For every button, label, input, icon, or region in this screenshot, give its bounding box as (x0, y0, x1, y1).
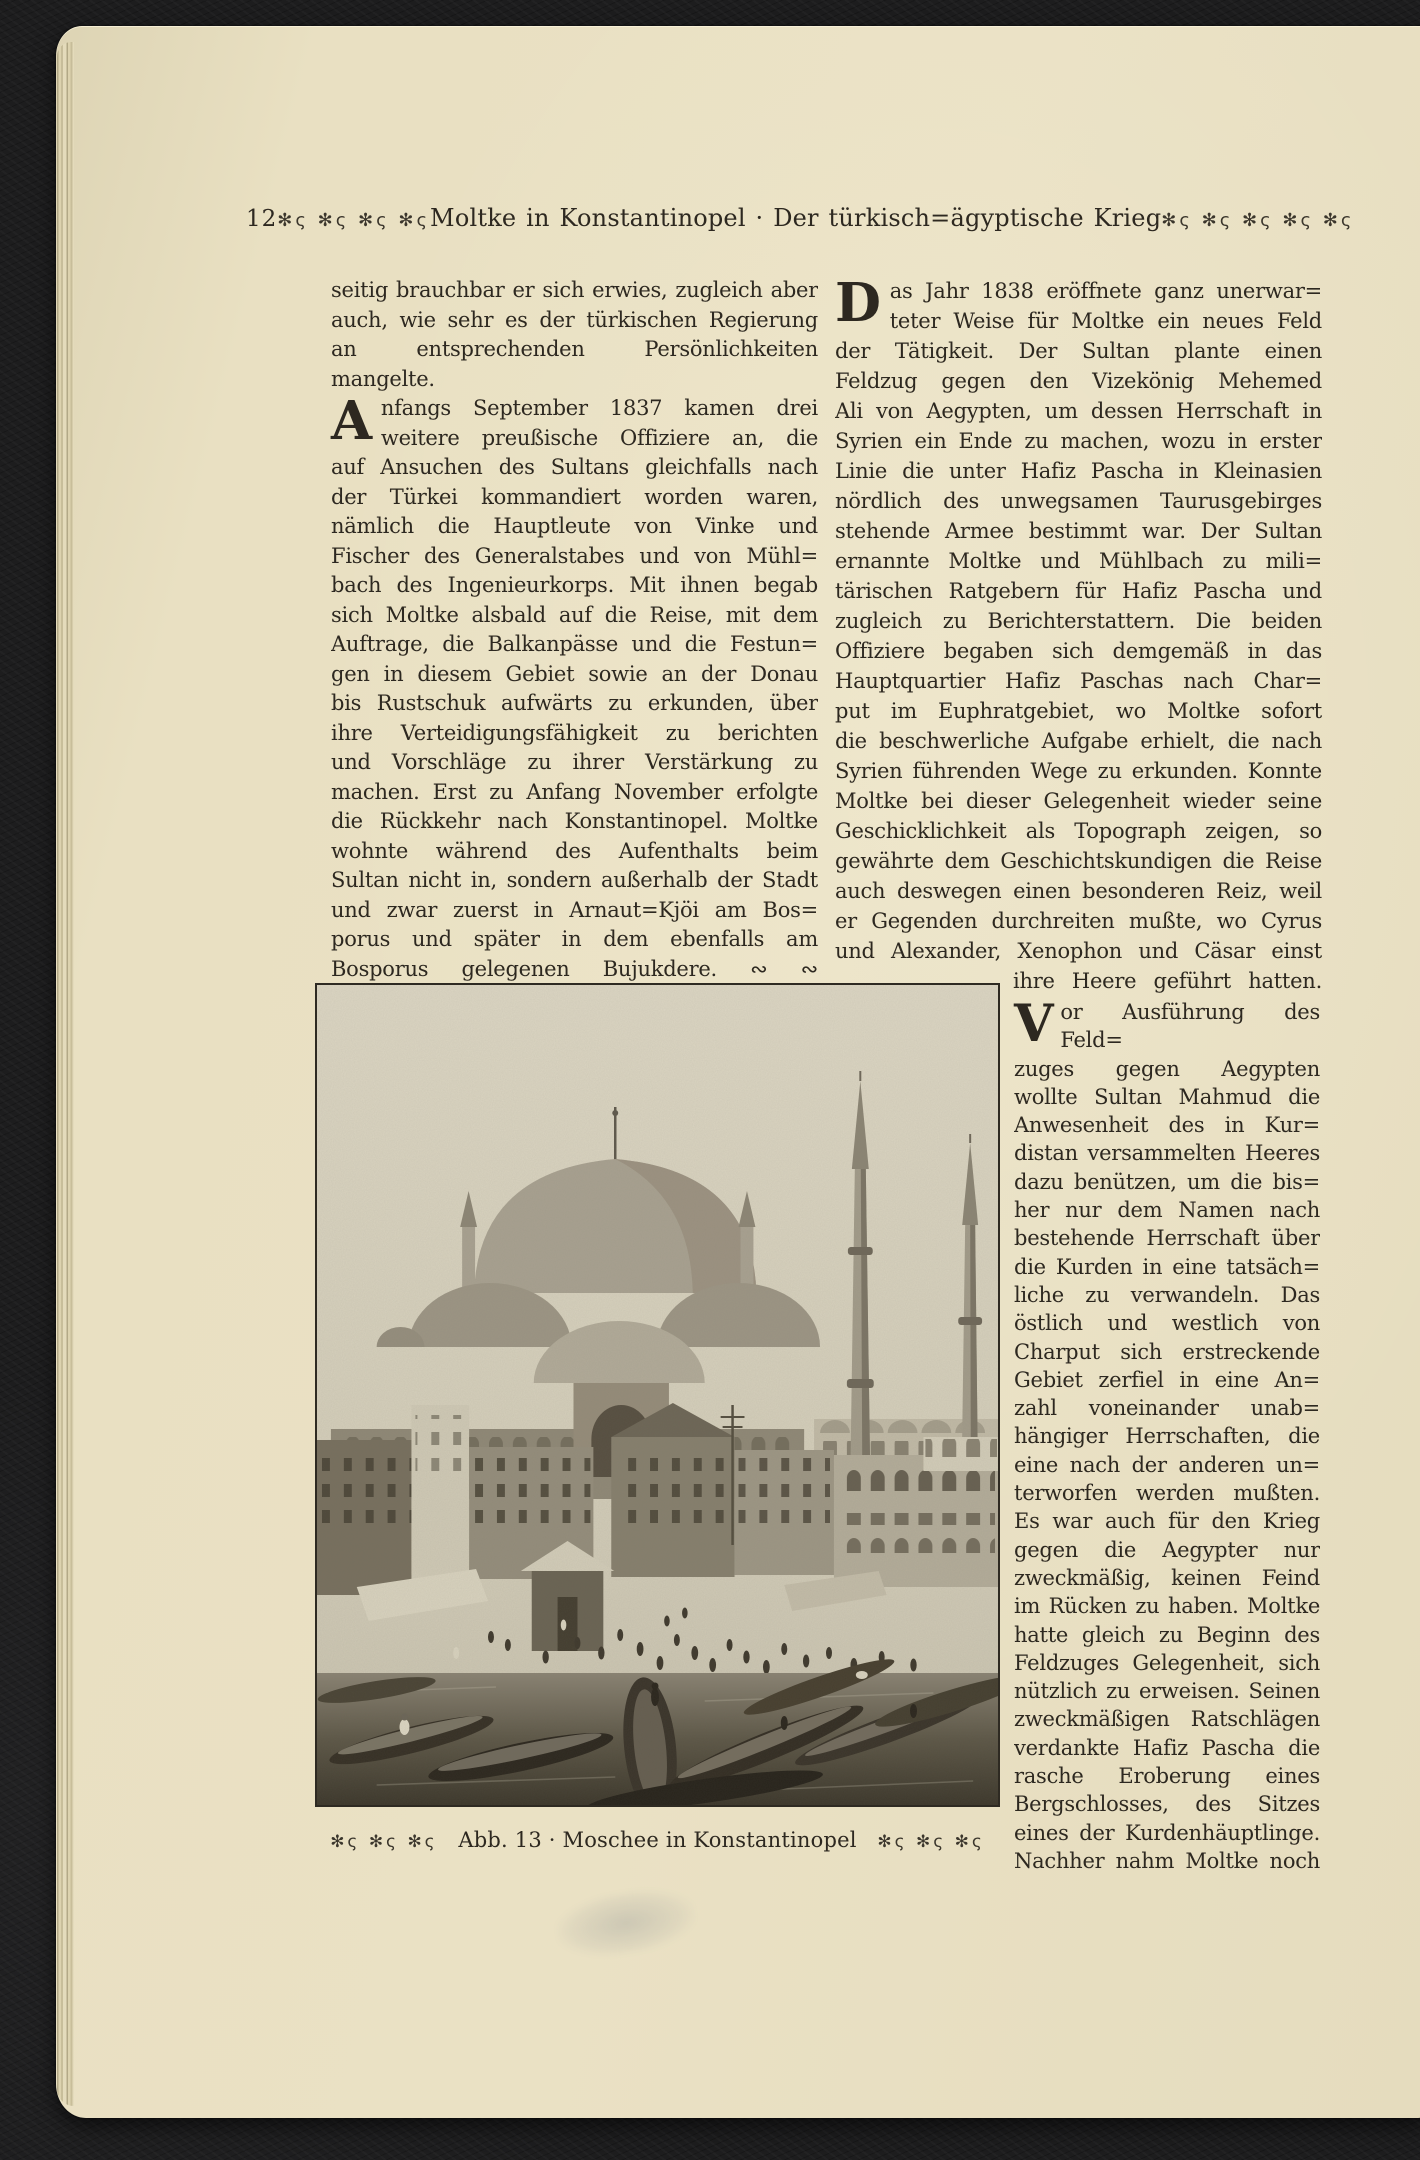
text-line: an entsprechenden Persönlichkeiten mangelte. (331, 337, 818, 391)
text-line: liche zu verwandeln. Das (1014, 1282, 1320, 1307)
text-line: gewährte dem Geschichtskundigen die Reise (835, 849, 1322, 873)
text-line: machen. Erst zu Anfang November erfolgte (331, 779, 818, 804)
text-line: bis Rustschuk aufwärts zu erkunden, über (331, 691, 818, 715)
text-line: tärischen Ratgebern für Hafiz Pascha und (835, 579, 1322, 603)
text-line: Anwesenheit des in Kur= (1014, 1113, 1320, 1138)
text-line: teter Weise für Moltke ein neues Feld (889, 309, 1322, 333)
header-ornament-right: ✻ς ✻ς ✻ς ✻ς ✻ς (1161, 210, 1355, 231)
text-line: ernannte Moltke und Mühlbach zu mili= (835, 549, 1322, 573)
text-line: Feldzug gegen den Vizekönig Mehemed (835, 369, 1322, 393)
text-line: und zwar zuerst in Arnaut=Kjöi am Bos= (331, 897, 818, 922)
text-line: zuges gegen Aegypten (1014, 1056, 1320, 1081)
text-line: der Tätigkeit. Der Sultan plante einen (835, 339, 1322, 363)
left-column (331, 276, 818, 984)
text-line: bach des Ingenieurkorps. Mit ihnen begab (331, 573, 818, 597)
text-line: auch deswegen einen besonderen Reiz, weil (835, 879, 1322, 903)
caption-ornament-left: ✻ς ✻ς ✻ς (330, 1832, 438, 1852)
text-line: auch, wie sehr es der türkischen Regierung (331, 307, 818, 332)
text-line: gen in diesem Gebiet sowie an der Donau (331, 661, 818, 686)
text-line: Gebiet zerfiel in eine An= (1014, 1367, 1320, 1392)
photo-grain (317, 985, 998, 1805)
right-narrow-column (1014, 994, 1320, 1875)
text-line: Syrien führenden Wege zu erkunden. Konnte (835, 759, 1322, 783)
text-line: Moltke bei dieser Gelegenheit wieder seine (835, 789, 1322, 813)
mosque-photo (317, 985, 998, 1805)
text-line: eine nach der anderen un= (1014, 1452, 1320, 1477)
text-line: Syrien ein Ende zu machen, wozu in erster (835, 429, 1322, 453)
text-line: und Alexander, Xenophon und Cäsar einst (835, 939, 1322, 963)
running-header (246, 204, 1354, 238)
pencil-smudge (552, 1881, 700, 1964)
paragraph-anfangs (331, 390, 818, 984)
text-line: nördlich des unwegsamen Taurusgebirges (835, 489, 1322, 513)
text-line: Bergschlosses, des Sitzes (1014, 1792, 1320, 1817)
text-line: Sultan nicht in, sondern außerhalb der Stadt (331, 868, 818, 892)
dropcap-v: V (1014, 994, 1054, 1054)
text-line: nfangs September 1837 kamen drei (380, 396, 818, 420)
figure-caption (315, 1828, 1000, 1852)
text-line: Ali von Aegypten, um dessen Herrschaft in (835, 399, 1322, 423)
paragraph-vor-ausfuehrung (1014, 994, 1320, 1875)
text-line: ihre Heere geführt hatten. (1013, 969, 1322, 993)
right-column (835, 272, 1322, 996)
text-line: hatte gleich zu Beginn des (1014, 1622, 1320, 1647)
text-line: Offiziere begaben sich demgemäß in das (835, 639, 1322, 663)
text-line: zweckmäßig, keinen Feind (1014, 1565, 1320, 1590)
text-line: Geschicklichkeit als Topograph zeigen, so (835, 819, 1322, 843)
text-line: die beschwerliche Aufgabe erhielt, die nach (835, 729, 1322, 753)
text-line: und Vorschläge zu ihrer Verstärkung zu (331, 750, 818, 774)
text-line: terworfen werden mußten. (1014, 1481, 1320, 1506)
text-line: er Gegenden durchreiten mußte, wo Cyrus (835, 909, 1322, 933)
text-line: nützlich zu erweisen. Seinen (1014, 1679, 1320, 1704)
page-edges (57, 42, 74, 2106)
page-number: 12 (246, 206, 278, 232)
text-line: or Ausführung des Feld= (1060, 1000, 1320, 1053)
paragraph-seitig (331, 276, 818, 394)
text-line: Bosporus gelegenen Bujukdere. ∾ ∾ (331, 956, 818, 981)
text-line: Linie die unter Hafiz Pascha in Kleinasien (835, 459, 1322, 483)
text-line: sich Moltke alsbald auf die Reise, mit dem (331, 602, 818, 627)
text-line: her nur dem Namen nach (1014, 1198, 1320, 1223)
book-page (56, 26, 1420, 2118)
text-line: weitere preußische Offiziere an, die (380, 425, 818, 450)
text-line: nämlich die Hauptleute von Vinke und (331, 514, 818, 538)
figure-mosque (315, 983, 1000, 1807)
text-line: put im Euphratgebiet, wo Moltke sofort (835, 699, 1322, 723)
text-line: der Türkei kommandiert worden waren, (331, 484, 818, 509)
text-line: zugleich zu Berichterstattern. Die beiden (835, 609, 1322, 633)
text-line: as Jahr 1838 eröffnete ganz unerwar= (889, 279, 1322, 303)
paragraph-das-jahr (835, 272, 1322, 966)
text-line: distan versammelten Heeres (1014, 1141, 1320, 1166)
text-line: dazu benützen, um die bis= (1014, 1169, 1320, 1194)
running-header-title: Moltke in Konstantinopel · Der türkisch=ägyptische Krieg (430, 204, 1162, 232)
text-line: Es war auch für den Krieg (1014, 1509, 1320, 1534)
text-line: Feldzuges Gelegenheit, sich (1014, 1650, 1320, 1675)
text-line: seitig brauchbar er sich erwies, zugleich aber (331, 278, 818, 302)
text-line: die Kurden in eine tatsäch= (1014, 1254, 1320, 1279)
text-line: porus und später in dem ebenfalls am (331, 927, 818, 951)
text-line: zweckmäßigen Ratschlägen (1014, 1707, 1320, 1732)
text-line: im Rücken zu haben. Moltke (1014, 1594, 1320, 1619)
text-line: Hauptquartier Hafiz Paschas nach Char= (835, 669, 1322, 693)
text-line: eines der Kurdenhäuptlinge. (1014, 1820, 1320, 1845)
figure-caption-text: Abb. 13 · Moschee in Konstantinopel (458, 1828, 857, 1852)
text-line: Charput sich erstreckende (1014, 1339, 1320, 1364)
dropcap-d: D (835, 272, 881, 334)
text-line: die Rückkehr nach Konstantinopel. Moltke (331, 809, 818, 833)
text-line: Fischer des Generalstabes und von Mühl= (331, 543, 818, 568)
caption-ornament-right: ✻ς ✻ς ✻ς (877, 1832, 985, 1852)
text-line: rasche Eroberung eines (1014, 1764, 1320, 1789)
text-line: zahl voneinander unab= (1014, 1396, 1320, 1421)
dropcap-a: A (331, 390, 372, 452)
text-line: Auftrage, die Balkanpässe und die Festun= (331, 632, 818, 656)
text-line: ihre Verteidigungsfähigkeit zu berichten (331, 720, 818, 745)
header-ornament-left: ✻ς ✻ς ✻ς ✻ς (277, 210, 431, 231)
text-line: verdankte Hafiz Pascha die (1014, 1735, 1320, 1760)
text-line: östlich und westlich von (1014, 1311, 1320, 1336)
text-line: auf Ansuchen des Sultans gleichfalls nach (331, 455, 818, 479)
text-line: gegen die Aegypter nur (1014, 1537, 1320, 1562)
text-line: stehende Armee bestimmt war. Der Sultan (835, 519, 1322, 543)
text-line: hängiger Herrschaften, die (1014, 1424, 1320, 1449)
text-line: bestehende Herrschaft über (1014, 1226, 1320, 1251)
text-line: Nachher nahm Moltke noch (1014, 1848, 1320, 1873)
text-line: wohnte während des Aufenthalts beim (331, 838, 818, 863)
text-line: wollte Sultan Mahmud die (1014, 1084, 1320, 1109)
